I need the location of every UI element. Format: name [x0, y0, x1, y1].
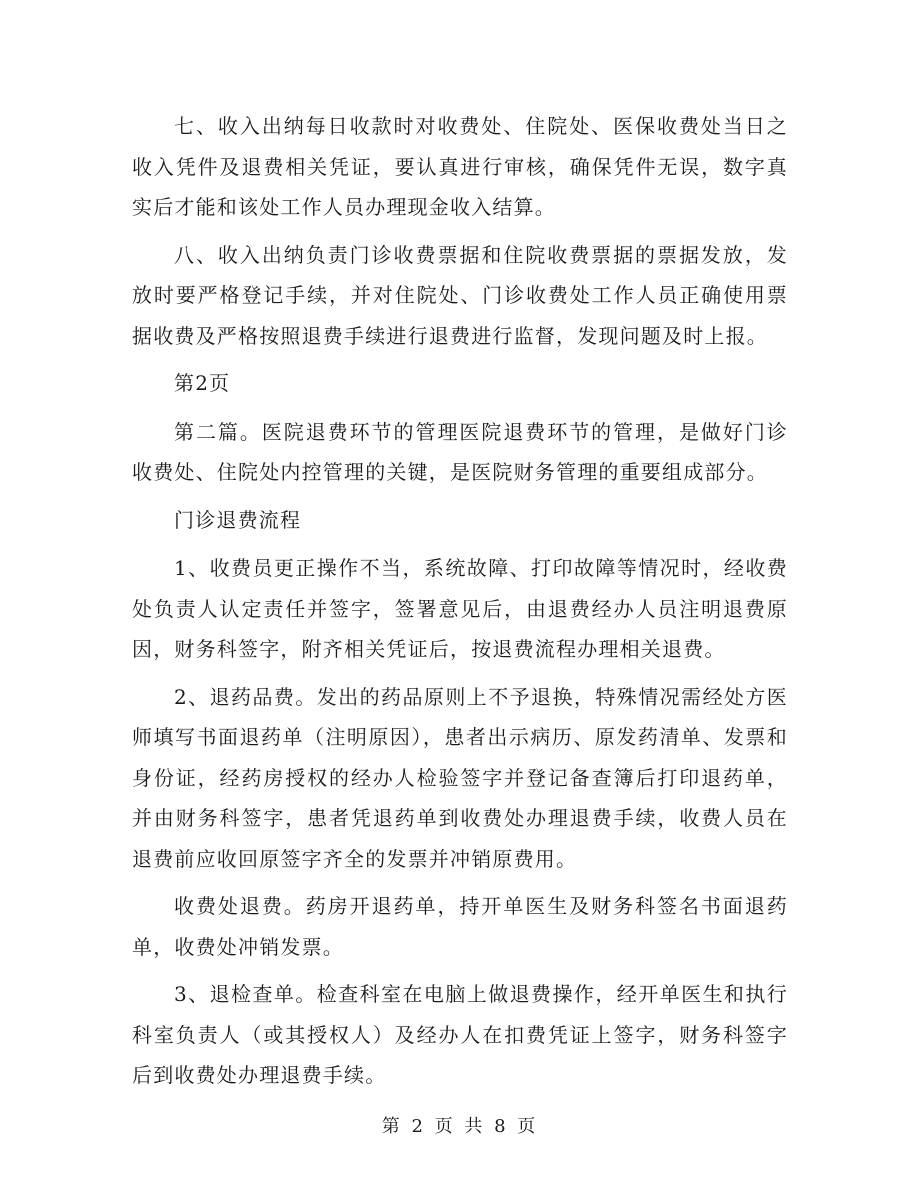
procedure-step-1: 1、收费员更正操作不当，系统故障、打印故障等情况时，经收费处负责人认定责任并签字，签署意见后，由退费经办人员注明退费原因，财务科签字，附齐相关凭证后，按退费流程办理相关退费。 [132, 556, 788, 661]
page-footer: 第 2 页 共 8 页 [381, 1116, 539, 1137]
procedure-note: 收费处退费。药房开退药单，持开单医生及财务科签名书面退药单，收费处冲销发票。 [132, 894, 788, 959]
procedure-step-2: 2、退药品费。发出的药品原则上不予退换，特殊情况需经处方医师填写书面退药单（注明原因），患者出示病历、原发药清单、发票和身份证，经药房授权的经办人检验签字并登记备查簿后打印退药单，并由财务科签字，患者凭退药单到收费处办理退费手续，收费人员在退费前应收回原签字齐全的发票并冲销原费用。 [132, 684, 788, 871]
paragraph-item-7: 七、收入出纳每日收款时对收费处、住院处、医保收费处当日之收入凭件及退费相关凭证，要认真进行审核，确保凭件无误，数字真实后才能和该处工作人员办理现金收入结算。 [132, 114, 788, 219]
document-body [132, 106, 788, 1103]
paragraph-item-8: 八、收入出纳负责门诊收费票据和住院收费票据的票据发放，发放时要严格登记手续，并对住院处、门诊收费处工作人员正确使用票据收费及严格按照退费手续进行退费进行监督，发现问题及时上报。 [132, 242, 788, 348]
page-marker: 第2页 [174, 371, 231, 395]
procedure-step-3: 3、退检查单。检查科室在电脑上做退费操作，经开单医生和执行科室负责人（或其授权人）及经办人在扣费凭证上签字，财务科签字后到收费处办理退费手续。 [132, 982, 788, 1087]
section-heading: 门诊退费流程 [174, 507, 302, 532]
section-intro: 第二篇。医院退费环节的管理医院退费环节的管理，是做好门诊收费处、住院处内控管理的关键，是医院财务管理的重要组成部分。 [132, 419, 788, 484]
